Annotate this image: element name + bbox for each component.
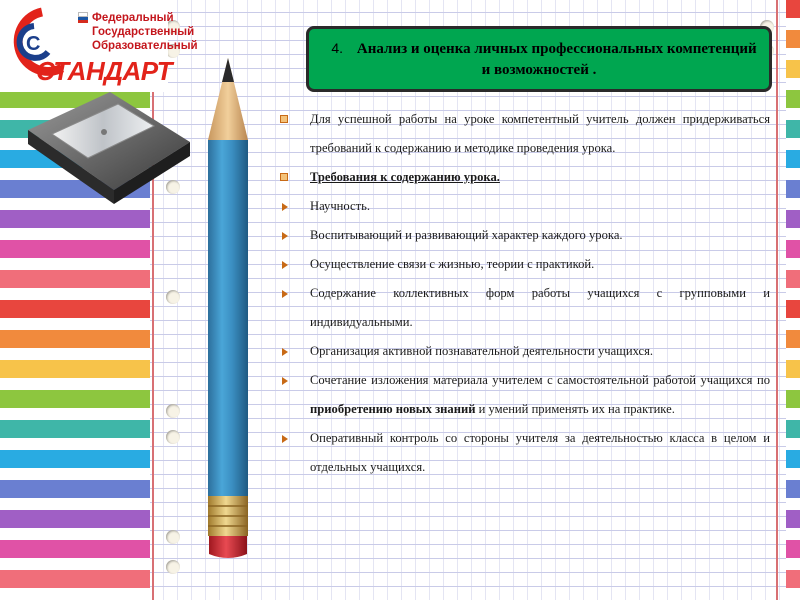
binder-hole — [166, 430, 180, 444]
list-item-text: Для успешной работы на уроке компетентный учитель должен придерживаться требований к содержанию и методике проведения урока. — [310, 112, 770, 155]
margin-line-right — [776, 0, 778, 600]
square-bullet-icon — [280, 173, 288, 181]
text-part: Сочетание изложения материала учителем с самостоятельной работой учащихся по — [310, 373, 770, 387]
list-item-heading: Требования к содержанию урока. — [310, 170, 500, 184]
list-item — [280, 424, 770, 482]
list-item-text: Организация активной познавательной деятельности учащихся. — [310, 344, 654, 358]
text-part: и умений применять их на практике. — [475, 402, 675, 416]
list-item-text: Научность. — [310, 199, 371, 213]
logo-line-2: Государственный — [92, 26, 195, 38]
binder-hole — [166, 560, 180, 574]
logo-brand: СТАНДАРТ — [36, 56, 173, 86]
triangle-bullet-icon — [282, 232, 288, 240]
list-item — [280, 105, 770, 163]
list-item — [280, 221, 770, 250]
slide-title — [309, 38, 769, 80]
slide-title-box — [306, 26, 772, 92]
triangle-bullet-icon — [282, 290, 288, 298]
binder-hole — [166, 290, 180, 304]
pencil-sharpener-image — [22, 86, 194, 206]
list-item — [280, 192, 770, 221]
title-text: Анализ и оценка личных профессиональных компетенций и возможностей . — [356, 41, 757, 78]
list-item-text: Осуществление связи с жизнью, теории с практикой. — [310, 257, 595, 271]
binder-hole — [166, 530, 180, 544]
text-bold-part: приобретению новых знаний — [310, 402, 476, 416]
triangle-bullet-icon — [282, 203, 288, 211]
russian-flag-icon — [78, 12, 88, 21]
list-item — [280, 366, 770, 424]
triangle-bullet-icon — [282, 261, 288, 269]
list-item-text: Оперативный контроль со стороны учителя за деятельностью класса в целом и отдельных учащихся. — [310, 431, 770, 474]
list-item-text: Содержание коллективных форм работы учащихся с групповыми и индивидуальными. — [310, 286, 770, 329]
list-item — [280, 163, 770, 192]
triangle-bullet-icon — [282, 348, 288, 356]
fgos-logo — [0, 0, 198, 92]
triangle-bullet-icon — [282, 435, 288, 443]
logo-line-3: Образовательный — [92, 40, 198, 52]
logo-line-1: Федеральный — [92, 12, 174, 24]
pencil-image — [198, 54, 258, 566]
triangle-bullet-icon — [282, 377, 288, 385]
list-item-text — [310, 366, 770, 424]
list-item — [280, 250, 770, 279]
square-bullet-icon — [280, 115, 288, 123]
binder-hole — [166, 404, 180, 418]
content-list — [280, 105, 770, 482]
title-number: 4. — [331, 40, 344, 56]
list-item — [280, 279, 770, 337]
svg-text:C: C — [26, 33, 41, 55]
list-item-text: Воспитывающий и развивающий характер каждого урока. — [310, 228, 623, 242]
list-item — [280, 337, 770, 366]
